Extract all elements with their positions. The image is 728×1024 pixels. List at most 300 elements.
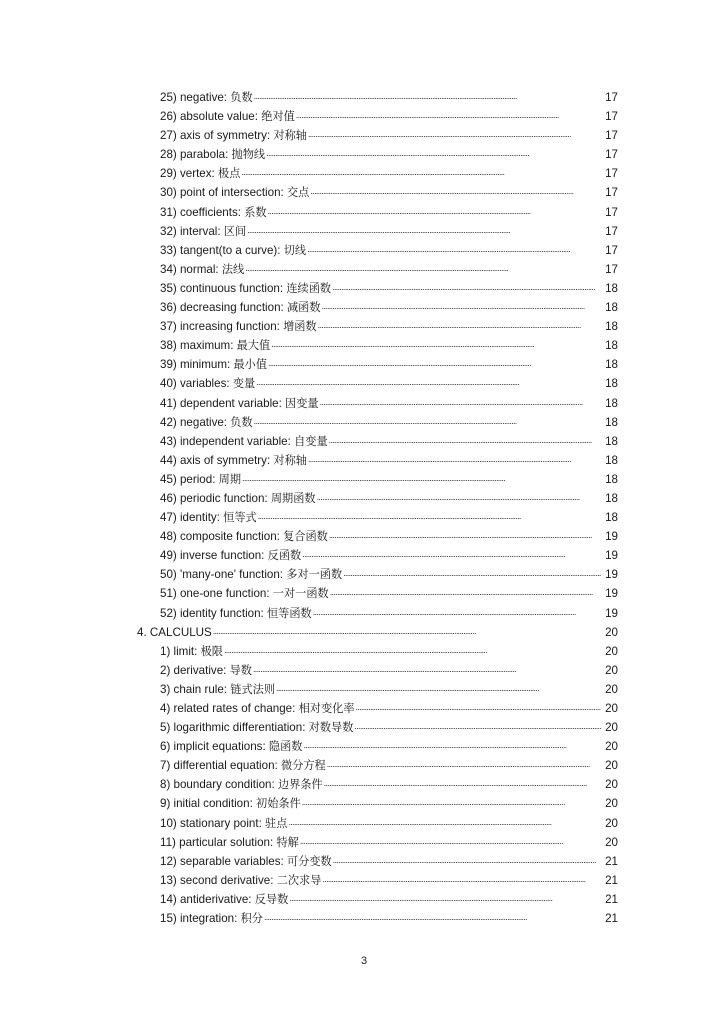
toc-entry-chinese: 负数	[230, 415, 253, 429]
dot-leader	[322, 299, 601, 311]
toc-entry-line	[160, 546, 618, 565]
toc-entry-line	[160, 260, 618, 279]
toc-entry-english: 35) continuous function:	[160, 281, 287, 295]
toc-entry-line	[160, 88, 618, 107]
toc-entry	[0, 241, 728, 260]
toc-entry-page-number: 18	[605, 320, 618, 334]
toc-entry-line	[160, 222, 618, 241]
toc-entry-line	[160, 432, 618, 451]
toc-entry	[0, 394, 728, 413]
toc-entry-english: 48) composite function:	[160, 530, 284, 544]
toc-entry-label	[160, 107, 295, 126]
dot-leader	[300, 834, 601, 846]
toc-entry-chinese: 抛物线	[231, 148, 266, 162]
dot-leader	[327, 757, 601, 769]
toc-entry-line	[160, 756, 618, 775]
dot-leader	[310, 184, 601, 196]
toc-entry-chinese: 反函数	[267, 549, 302, 563]
toc-entry	[0, 145, 728, 164]
toc-entry	[0, 833, 728, 852]
toc-entry	[0, 871, 728, 890]
toc-entry	[0, 852, 728, 871]
toc-entry-page-number: 20	[605, 702, 618, 715]
dot-leader	[307, 242, 601, 254]
toc-entry-label	[160, 699, 355, 718]
toc-entry-page-number: 18	[605, 281, 618, 295]
toc-entry-page-number: 18	[605, 358, 618, 372]
toc-entry	[0, 718, 728, 737]
toc-entry-english: 44) axis of symmetry:	[160, 453, 274, 467]
toc-entry-page-number: 18	[605, 415, 618, 429]
dot-leader	[268, 204, 601, 216]
toc-entry-label	[160, 642, 223, 661]
toc-entry-label	[160, 718, 353, 737]
dot-leader	[245, 261, 601, 273]
toc-entry	[0, 298, 728, 317]
toc-entry-line	[160, 718, 618, 737]
toc-entry-line	[160, 336, 618, 355]
toc-entry-label	[160, 604, 312, 623]
toc-entry-label	[160, 814, 287, 833]
toc-entry-label	[160, 527, 328, 546]
toc-entry	[0, 107, 728, 126]
toc-entry-english: 10) stationary point:	[160, 816, 266, 830]
toc-entry-page-number: 20	[605, 663, 618, 677]
toc-entry-chinese: 周期	[218, 472, 242, 486]
toc-entry-chinese: 因变量	[285, 396, 319, 410]
toc-entry	[0, 890, 728, 909]
dot-leader	[296, 108, 601, 120]
toc-entry-chinese: 连续函数	[286, 281, 332, 295]
toc-entry-page-number: 20	[605, 682, 618, 696]
toc-entry-english: 52) identity function:	[160, 606, 267, 620]
toc-entry-english: 7) differential equation:	[160, 759, 281, 773]
toc-entry-english: 29) vertex:	[160, 167, 218, 181]
dot-leader	[258, 509, 601, 521]
dot-leader	[317, 490, 601, 502]
toc-entry-page-number: 20	[605, 835, 618, 849]
toc-section-heading	[0, 623, 728, 642]
toc-entry-page-number: 18	[605, 472, 618, 486]
dot-leader	[320, 395, 601, 407]
toc-entry-chinese: 恒等式	[223, 511, 257, 525]
dot-leader	[333, 853, 601, 865]
toc-entry-chinese: 多对一函数	[286, 568, 343, 582]
toc-entry	[0, 909, 728, 928]
toc-entry-chinese: 导数	[229, 663, 252, 677]
toc-entry-page-number: 17	[605, 224, 618, 238]
toc-entry-chinese: 隐函数	[268, 740, 303, 754]
toc-entry-chinese: 对称轴	[273, 453, 307, 467]
toc-entry-page-number: 17	[605, 167, 618, 181]
toc-entry-chinese: 相对变化率	[298, 702, 355, 715]
dot-leader	[332, 280, 601, 292]
toc-entry-line	[160, 508, 618, 527]
toc-entry-line	[137, 623, 618, 642]
toc-entry-page-number: 17	[605, 205, 618, 219]
toc-entry-line	[160, 126, 618, 145]
toc-entry-page-number: 20	[605, 644, 618, 658]
toc-entry-page-number: 20	[605, 778, 618, 792]
toc-entry-line	[160, 413, 618, 432]
dot-leader	[330, 585, 601, 597]
toc-entry	[0, 527, 728, 546]
toc-entry	[0, 203, 728, 222]
toc-entry	[0, 680, 728, 699]
dot-leader	[308, 127, 601, 139]
toc-entry-line	[160, 241, 618, 260]
toc-entry-english: 39) minimum:	[160, 358, 234, 372]
toc-entry-english: 4. CALCULUS	[137, 625, 212, 639]
dot-leader	[288, 815, 601, 827]
toc-entry-page-number: 19	[605, 530, 618, 544]
toc-entry-page-number: 19	[605, 587, 618, 601]
toc-entry-line	[160, 871, 618, 890]
toc-entry-line	[160, 661, 618, 680]
toc-entry	[0, 222, 728, 241]
toc-entry-line	[160, 489, 618, 508]
toc-entry-chinese: 积分	[240, 912, 263, 926]
toc-entry-label	[160, 775, 323, 794]
dot-leader	[224, 643, 601, 655]
toc-entry-label	[160, 222, 246, 241]
toc-entry-chinese: 区间	[223, 224, 247, 238]
toc-entry-english: 42) negative:	[160, 415, 231, 429]
toc-entry-english: 9) initial condition:	[160, 797, 257, 811]
toc-entry-label	[160, 794, 301, 813]
toc-entry-chinese: 一对一函数	[272, 587, 329, 601]
dot-leader	[303, 738, 601, 750]
toc-entry-page-number: 18	[605, 453, 618, 467]
toc-entry-chinese: 变量	[232, 377, 256, 391]
page-number: 3	[360, 955, 368, 967]
toc-entry-line	[160, 604, 618, 623]
dot-leader	[308, 452, 601, 464]
toc-entry-page-number: 21	[605, 912, 618, 926]
toc-entry-english: 30) point of intersection:	[160, 186, 287, 200]
toc-entry-chinese: 特解	[276, 835, 299, 849]
toc-entry-chinese: 可分变数	[286, 854, 332, 868]
toc-entry-english: 34) normal:	[160, 262, 222, 276]
toc-entry	[0, 432, 728, 451]
toc-entry-english: 26) absolute value:	[160, 110, 262, 124]
dot-leader	[313, 605, 601, 617]
toc-entry	[0, 775, 728, 794]
toc-entry-line	[160, 794, 618, 813]
toc-entry	[0, 183, 728, 202]
toc-entry	[0, 451, 728, 470]
toc-entry-english: 25) negative:	[160, 91, 231, 104]
toc-entry-label	[160, 756, 326, 775]
toc-entry	[0, 661, 728, 680]
toc-entry-english: 12) separable variables:	[160, 854, 287, 868]
toc-entry-line	[160, 852, 618, 871]
toc-entry-chinese: 二次求导	[276, 873, 322, 887]
toc-entry-label	[160, 451, 307, 470]
toc-entry-label	[160, 279, 331, 298]
toc-entry-line	[160, 374, 618, 393]
toc-entry-chinese: 对数导数	[308, 721, 354, 735]
toc-entry	[0, 546, 728, 565]
dot-leader	[266, 146, 601, 158]
dot-leader	[241, 165, 601, 177]
toc-entry-english: 38) maximum:	[160, 339, 237, 353]
toc-entry-page-number: 20	[605, 816, 618, 830]
toc-entry-chinese: 切线	[283, 243, 307, 257]
toc-entry-chinese: 链式法则	[230, 682, 276, 696]
toc-entry-english: 43) independent variable:	[160, 434, 295, 448]
toc-entry	[0, 737, 728, 756]
dot-leader	[356, 700, 601, 712]
dot-leader	[253, 662, 601, 674]
toc-entry-english: 40) variables:	[160, 377, 233, 391]
dot-leader	[324, 776, 601, 788]
toc-entry-page-number: 20	[605, 759, 618, 773]
dot-leader	[268, 356, 601, 368]
toc-entry-line	[160, 203, 618, 222]
dot-leader	[242, 471, 601, 483]
toc-entry-label	[160, 413, 253, 432]
toc-entry-english: 41) dependent variable:	[160, 396, 286, 410]
toc-entry	[0, 355, 728, 374]
toc-entry-label	[160, 355, 267, 374]
toc-entry-label	[160, 203, 267, 222]
toc-entry-chinese: 自变量	[294, 434, 328, 448]
toc-entry-page-number: 19	[605, 606, 618, 620]
toc-entry-page-number: 18	[605, 511, 618, 525]
toc-entry-label	[160, 737, 302, 756]
toc-entry-chinese: 周期函数	[270, 491, 316, 505]
toc-entry-label	[160, 489, 316, 508]
toc-entry-chinese: 最大值	[236, 339, 271, 353]
dot-leader	[354, 719, 601, 731]
toc-entry-chinese: 恒等函数	[266, 606, 312, 620]
dot-leader	[302, 795, 601, 807]
toc-entry-line	[160, 317, 618, 336]
toc-entry-label	[160, 432, 328, 451]
dot-leader	[318, 318, 601, 330]
toc-entry-chinese: 最小值	[233, 358, 268, 372]
toc-entry-label	[160, 336, 270, 355]
toc-entry-line	[160, 680, 618, 699]
toc-entry-line	[160, 565, 618, 584]
toc-entry-label	[160, 470, 241, 489]
toc-entry-english: 37) increasing function:	[160, 320, 284, 334]
toc-entry-chinese: 对称轴	[273, 129, 307, 143]
dot-leader	[329, 433, 601, 445]
toc-entry-page-number: 19	[605, 549, 618, 563]
toc-entry-line	[160, 183, 618, 202]
toc-entry	[0, 336, 728, 355]
toc-entry-label	[160, 394, 319, 413]
toc-entry	[0, 317, 728, 336]
toc-entry-label	[137, 623, 212, 642]
toc-entry-english: 8) boundary condition:	[160, 778, 278, 792]
toc-entry	[0, 88, 728, 107]
toc-entry-label	[160, 852, 332, 871]
toc-entry-chinese: 负数	[230, 91, 253, 104]
toc-entry-english: 36) decreasing function:	[160, 301, 287, 315]
toc-entry	[0, 756, 728, 775]
toc-entry-chinese: 增函数	[283, 320, 317, 334]
toc-entry-english: 28) parabola:	[160, 148, 232, 162]
toc-entry	[0, 604, 728, 623]
toc-entry-line	[160, 833, 618, 852]
toc-entry-line	[160, 298, 618, 317]
toc-entry-label	[160, 661, 252, 680]
toc-entry-english: 32) interval:	[160, 224, 224, 238]
toc-entry-english: 46) periodic function:	[160, 491, 271, 505]
toc-entry-label	[160, 909, 263, 928]
dot-leader	[302, 547, 601, 559]
toc-entry-label	[160, 260, 244, 279]
toc-entry-english: 51) one-one function:	[160, 587, 273, 601]
toc-entry-page-number: 19	[605, 568, 618, 582]
toc-entry-label	[160, 833, 299, 852]
toc-entry-chinese: 反导数	[254, 892, 289, 906]
toc-entry-line	[160, 642, 618, 661]
toc-entry-page-number: 21	[605, 873, 618, 887]
toc-entry-line	[160, 527, 618, 546]
toc-entry-label	[160, 871, 321, 890]
toc-entry-chinese: 驻点	[265, 816, 288, 830]
table-of-contents	[0, 88, 728, 928]
toc-entry-line	[160, 164, 618, 183]
toc-entry-label	[160, 508, 257, 527]
toc-entry-label	[160, 145, 265, 164]
toc-entry-english: 11) particular solution:	[160, 835, 277, 849]
toc-entry-english: 14) antiderivative:	[160, 892, 255, 906]
toc-entry	[0, 260, 728, 279]
toc-entry-line	[160, 890, 618, 909]
toc-entry-english: 15) integration:	[160, 912, 241, 926]
toc-entry	[0, 164, 728, 183]
toc-entry-page-number: 18	[605, 491, 618, 505]
dot-leader	[213, 624, 601, 636]
toc-entry-english: 49) inverse function:	[160, 549, 268, 563]
toc-entry-english: 1) limit:	[160, 644, 201, 658]
toc-entry	[0, 279, 728, 298]
toc-entry	[0, 470, 728, 489]
dot-leader	[247, 223, 601, 235]
toc-entry	[0, 642, 728, 661]
toc-entry-chinese: 极限	[200, 644, 223, 658]
toc-entry-english: 31) coefficients:	[160, 205, 245, 219]
toc-entry-line	[160, 909, 618, 928]
toc-entry-chinese: 绝对值	[261, 110, 295, 124]
toc-entry-label	[160, 317, 317, 336]
toc-entry	[0, 565, 728, 584]
toc-entry-page-number: 17	[605, 243, 618, 257]
toc-entry-english: 50) 'many-one' function:	[160, 568, 287, 582]
toc-entry-label	[160, 546, 301, 565]
toc-entry-chinese: 系数	[244, 205, 267, 219]
toc-entry-page-number: 20	[605, 625, 618, 639]
toc-entry-page-number: 20	[605, 740, 618, 754]
toc-entry-english: 27) axis of symmetry:	[160, 129, 274, 143]
toc-entry-english: 3) chain rule:	[160, 682, 231, 696]
toc-entry-line	[160, 394, 618, 413]
toc-entry	[0, 126, 728, 145]
toc-entry-page-number: 18	[605, 377, 618, 391]
dot-leader	[254, 89, 601, 101]
toc-entry-english: 5) logarithmic differentiation:	[160, 721, 309, 735]
toc-entry-page-number: 21	[605, 892, 618, 906]
toc-entry-english: 6) implicit equations:	[160, 740, 269, 754]
toc-entry-page-number: 17	[605, 186, 618, 200]
toc-entry-page-number: 20	[605, 797, 618, 811]
toc-entry-line	[160, 584, 618, 603]
toc-entry-chinese: 初始条件	[256, 797, 301, 811]
toc-entry-english: 47) identity:	[160, 511, 224, 525]
toc-entry-chinese: 微分方程	[280, 759, 326, 773]
toc-entry-chinese: 法线	[221, 262, 245, 276]
toc-entry-english: 2) derivative:	[160, 663, 230, 677]
toc-entry-label	[160, 183, 309, 202]
toc-entry-line	[160, 470, 618, 489]
dot-leader	[343, 566, 601, 578]
toc-entry	[0, 413, 728, 432]
toc-entry-page-number: 18	[605, 396, 618, 410]
toc-entry	[0, 508, 728, 527]
toc-entry-chinese: 复合函数	[283, 530, 328, 544]
toc-entry-line	[160, 814, 618, 833]
toc-entry-english: 13) second derivative:	[160, 873, 277, 887]
toc-entry-page-number: 18	[605, 434, 618, 448]
toc-entry-line	[160, 145, 618, 164]
toc-entry-label	[160, 126, 307, 145]
toc-entry-page-number: 17	[605, 110, 618, 124]
dot-leader	[256, 375, 601, 387]
toc-entry	[0, 699, 728, 718]
dot-leader	[254, 414, 601, 426]
toc-entry	[0, 584, 728, 603]
toc-entry-line	[160, 279, 618, 298]
toc-entry-page-number: 17	[605, 91, 618, 104]
toc-entry-label	[160, 584, 329, 603]
toc-entry-line	[160, 737, 618, 756]
toc-entry-chinese: 极点	[218, 167, 241, 181]
toc-entry-english: 33) tangent(to a curve):	[160, 243, 284, 257]
toc-entry-page-number: 17	[605, 148, 618, 162]
toc-entry-label	[160, 890, 288, 909]
toc-entry-chinese: 减函数	[286, 301, 321, 315]
toc-entry-label	[160, 680, 275, 699]
dot-leader	[271, 337, 601, 349]
dot-leader	[276, 681, 601, 693]
toc-entry-chinese: 边界条件	[277, 778, 323, 792]
dot-leader	[264, 910, 601, 922]
toc-entry-page-number: 17	[605, 129, 618, 143]
toc-entry-label	[160, 565, 342, 584]
toc-entry-label	[160, 164, 240, 183]
toc-entry-line	[160, 699, 618, 718]
toc-entry-line	[160, 775, 618, 794]
toc-entry-label	[160, 374, 255, 393]
toc-entry-line	[160, 451, 618, 470]
toc-entry-page-number: 21	[605, 854, 618, 868]
toc-entry-page-number: 20	[605, 721, 618, 735]
toc-entry-english: 4) related rates of change:	[160, 702, 299, 715]
dot-leader	[329, 528, 601, 540]
toc-entry-label	[160, 241, 306, 260]
toc-entry-line	[160, 355, 618, 374]
toc-entry-line	[160, 107, 618, 126]
toc-entry-english: 45) period:	[160, 472, 219, 486]
toc-entry-label	[160, 88, 253, 107]
toc-entry	[0, 814, 728, 833]
toc-entry-page-number: 18	[605, 339, 618, 353]
